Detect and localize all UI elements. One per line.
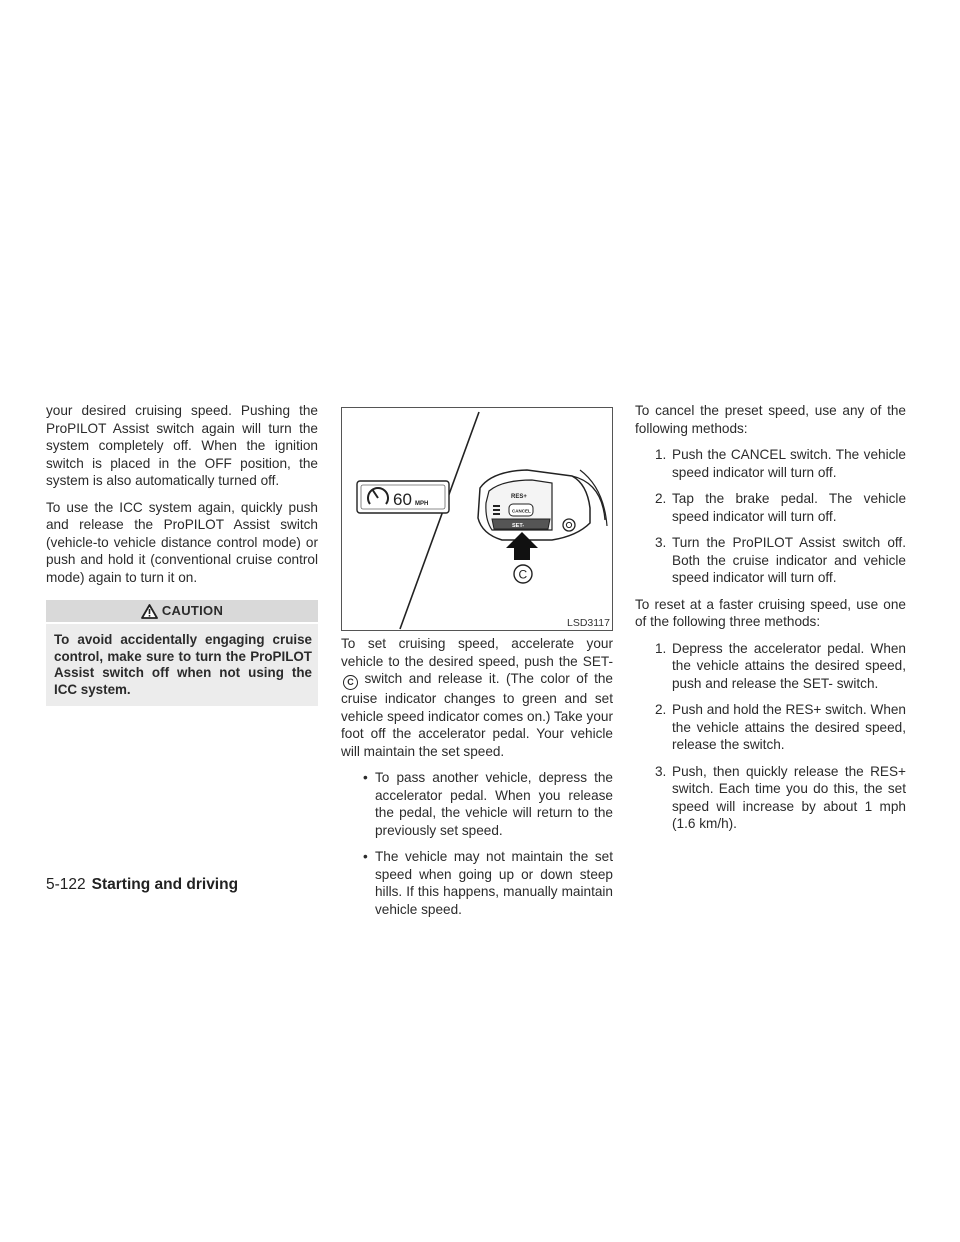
bullet-mark: • xyxy=(363,849,368,864)
figure-code: LSD3117 xyxy=(566,617,610,629)
bullet-text: To pass another vehicle, depress the accelerator pedal. When you release the pedal, the vehicle will return to the previously set speed. xyxy=(375,770,613,838)
text-run: switch and release it. (The color of the cruise indicator changes to green and set vehicle speed indicator comes on.) Take your foot off the accelerator pedal. Your vehicle will maintain the set speed. xyxy=(341,671,613,759)
list-item xyxy=(635,490,906,525)
propilot-button xyxy=(563,519,575,531)
column-right xyxy=(635,402,906,842)
cancel-button-label: CANCEL xyxy=(512,508,531,514)
bullet-text: The vehicle may not maintain the set speed when going up or down steep hills. If this happens, manually maintain vehicle speed. xyxy=(375,849,613,917)
page-number: 5-122 xyxy=(46,876,86,893)
list-number: 1. xyxy=(655,640,667,656)
bullet-mark: • xyxy=(363,770,368,785)
list-number: 1. xyxy=(655,447,667,462)
list-number: 3. xyxy=(655,535,667,550)
speed-unit: MPH xyxy=(415,501,429,507)
caution-text: To avoid accidentally engaging cruise control, make sure to turn the ProPILOT Assist switch off when not using the ICC system. xyxy=(46,624,318,706)
list-item xyxy=(635,763,906,833)
paragraph: To cancel the preset speed, use any of the following methods: xyxy=(635,403,906,436)
section-title: Starting and driving xyxy=(91,876,239,893)
caution-title: CAUTION xyxy=(161,603,224,619)
list-item xyxy=(635,534,906,587)
figure-steering-switch xyxy=(341,407,613,631)
paragraph: your desired cruising speed. Pushing the ProPILOT Assist switch again will turn the system completely off. When the ignition switch is placed in the OFF position, the system is also automatically turned off. xyxy=(46,403,318,488)
distance-icon xyxy=(493,505,500,515)
list-text: Push and hold the RES+ switch. When the vehicle attains the desired speed, release the switch. xyxy=(672,702,906,752)
bullet-item xyxy=(341,769,613,839)
list-text: Turn the ProPILOT Assist switch off. Both the cruise indicator and vehicle speed indicator will turn off. xyxy=(672,535,906,585)
list-text: Push the CANCEL switch. The vehicle speed indicator will turn off. xyxy=(672,447,906,480)
list-number: 2. xyxy=(655,491,667,506)
bullet-item xyxy=(341,848,613,918)
cancel-button xyxy=(509,504,533,516)
list-text: Push, then quickly release the RES+ switch. Each time you do this, the set speed will increase by about 1 mph (1.6 km/h). xyxy=(672,763,906,831)
list-item xyxy=(635,640,906,693)
list-text: Tap the brake pedal. The vehicle speed indicator will turn off. xyxy=(672,491,906,524)
warning-icon xyxy=(141,604,158,619)
list-text: Depress the accelerator pedal. When the vehicle attains the desired speed, push and release the SET- switch. xyxy=(672,640,906,691)
caution-header xyxy=(46,600,318,622)
column-left xyxy=(46,402,318,706)
paragraph xyxy=(341,635,613,760)
column-middle xyxy=(341,635,613,927)
paragraph: To reset at a faster cruising speed, use one of the following three methods: xyxy=(635,596,906,629)
text-run: To set cruising speed, accelerate your vehicle to the desired speed, push the SET- xyxy=(341,636,613,669)
set-button-label: SET- xyxy=(512,523,525,529)
list-number: 2. xyxy=(655,702,667,717)
list-item xyxy=(635,446,906,481)
list-item xyxy=(635,701,906,754)
res-button-label: RES+ xyxy=(511,494,527,500)
steering-switch-illustration xyxy=(342,408,612,630)
speed-value: 60 xyxy=(393,490,412,509)
list-number: 3. xyxy=(655,763,667,779)
paragraph: To use the ICC system again, quickly push and release the ProPILOT Assist switch (vehicle-to vehicle distance control mode) or push and hold it (conventional cruise control mode) again to turn it on. xyxy=(46,499,318,585)
callout-label: C xyxy=(518,567,528,582)
page-footer xyxy=(46,876,238,894)
callout-c-icon: C xyxy=(343,675,358,690)
